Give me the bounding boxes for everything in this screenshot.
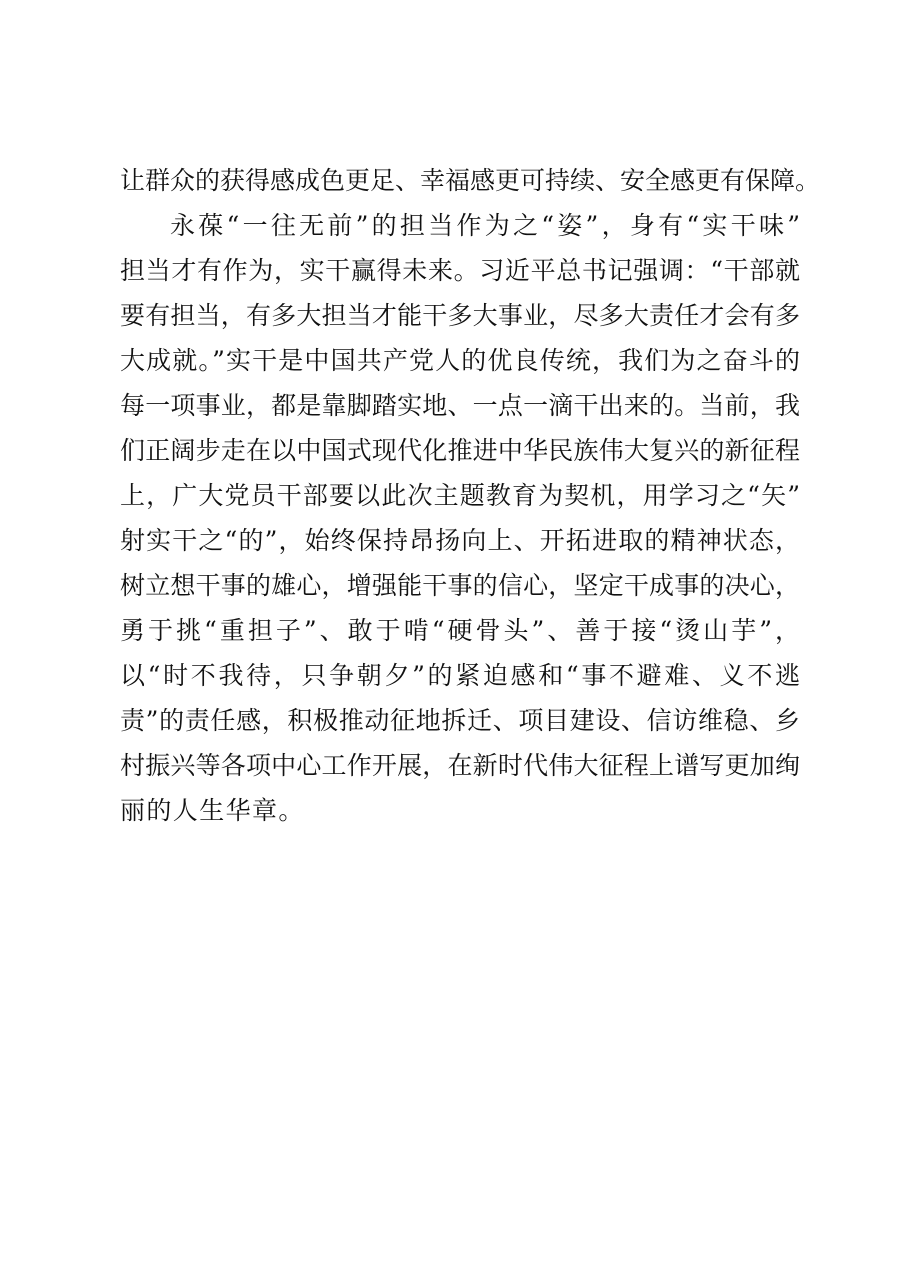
text-line: 大成就。”实干是中国共产党人的优良传统，我们为之奋斗的: [120, 346, 800, 375]
text-line: 要有担当，有多大担当才能干多大事业，尽多大责任才会有多: [120, 301, 800, 330]
text-line: 让群众的获得感成色更足、幸福感更可持续、安全感更有保障。: [120, 166, 821, 195]
text-line: 责”的责任感，积极推动征地拆迁、项目建设、信访维稳、乡: [120, 706, 800, 735]
body-text: [120, 158, 821, 833]
text-line: 上，广大党员干部要以此次主题教育为契机，用学习之“矢”: [120, 481, 800, 510]
text-line: 村振兴等各项中心工作开展，在新时代伟大征程上谱写更加绚: [120, 751, 800, 780]
paragraph-last-line: 丽的人生华章。: [120, 796, 305, 825]
text-line: 射实干之“的”，始终保持昂扬向上、开拓进取的精神状态，: [120, 526, 800, 555]
text-line: 勇于挑“重担子”、敢于啃“硬骨头”、善于接“烫山芋”，: [120, 616, 800, 645]
paragraph-first-line: 永葆“一往无前”的担当作为之“姿”，身有“实干味”: [170, 211, 800, 240]
text-line: 树立想干事的雄心，增强能干事的信心，坚定干成事的决心，: [120, 571, 800, 600]
text-line: 们正阔步走在以中国式现代化推进中华民族伟大复兴的新征程: [120, 436, 800, 465]
text-line: 担当才有作为，实干赢得未来。习近平总书记强调：“干部就: [120, 256, 800, 285]
text-line: 每一项事业，都是靠脚踏实地、一点一滴干出来的。当前，我: [120, 391, 800, 420]
text-line: 以“时不我待，只争朝夕”的紧迫感和“事不避难、义不逃: [120, 661, 800, 690]
